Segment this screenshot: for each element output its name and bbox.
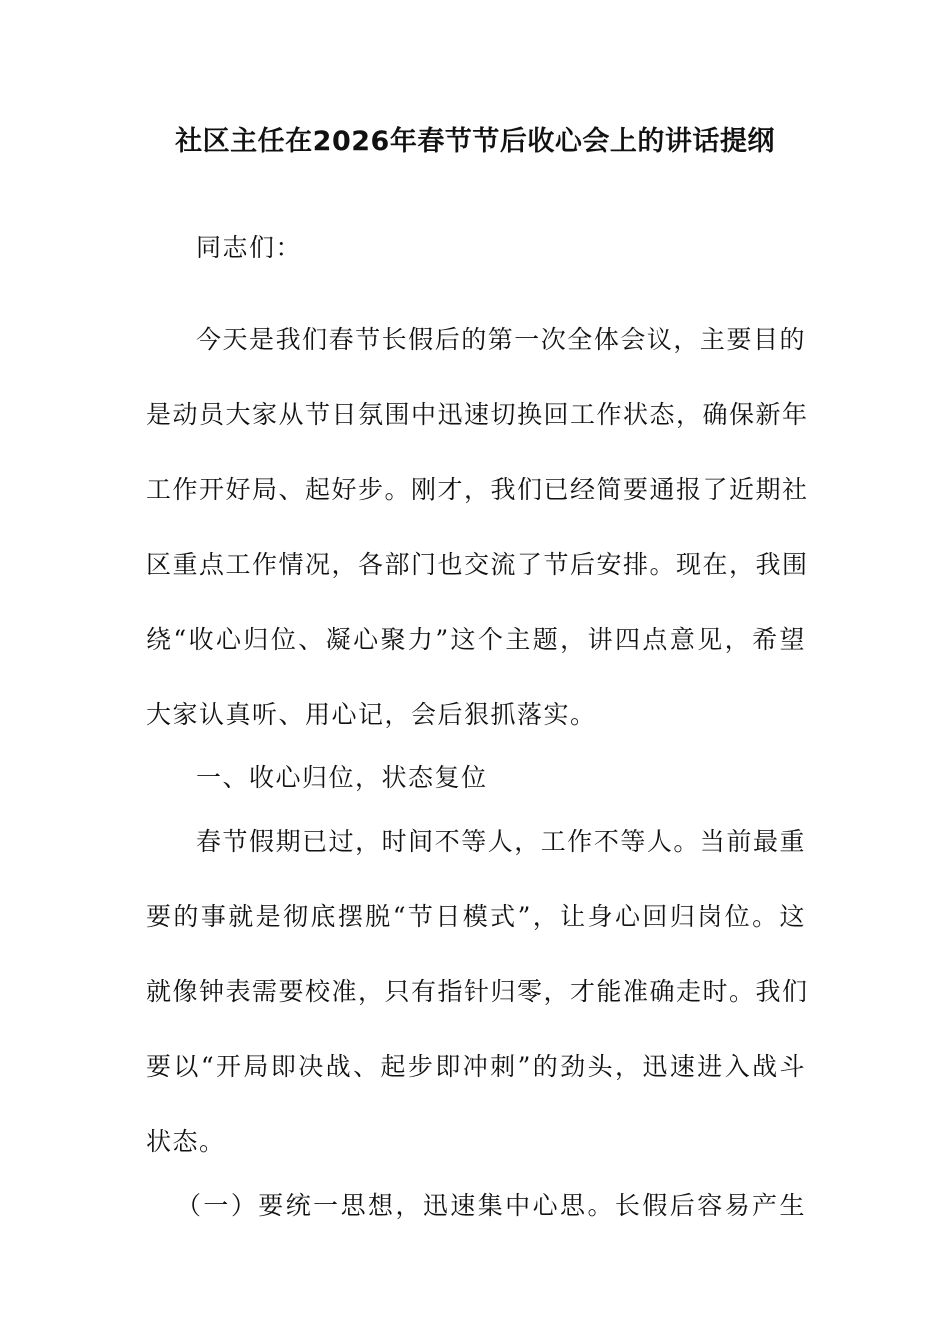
- document-title: 社区主任在2026年春节节后收心会上的讲话提纲: [175, 126, 775, 157]
- intro-line: 工作开好局、起好步。刚才，我们已经简要通报了近期社: [146, 475, 809, 504]
- intro-line: 绕“收心归位、凝心聚力”这个主题，讲四点意见，希望: [146, 625, 806, 654]
- section-line: 要以“开局即决战、起步即冲刺”的劲头，迅速进入战斗: [146, 1052, 806, 1081]
- intro-line: 大家认真听、用心记，会后狠抓落实。: [146, 700, 597, 729]
- intro-line: 区重点工作情况，各部门也交流了节后安排。现在，我围: [146, 550, 809, 579]
- section-line: 状态。: [146, 1127, 226, 1156]
- intro-line: 今天是我们春节长假后的第一次全体会议，主要目的: [196, 325, 806, 354]
- section-line: 就像钟表需要校准，只有指针归零，才能准确走时。我们: [146, 977, 809, 1006]
- salutation: 同志们：: [196, 233, 303, 262]
- subsection-line: （一）要统一思想，迅速集中心思。长假后容易产生: [176, 1191, 806, 1220]
- section-heading: 一、收心归位，状态复位: [196, 763, 488, 792]
- intro-line: 是动员大家从节日氛围中迅速切换回工作状态，确保新年: [146, 400, 809, 429]
- section-line: 要的事就是彻底摆脱“节日模式”，让身心回归岗位。这: [146, 902, 806, 931]
- section-line: 春节假期已过，时间不等人，工作不等人。当前最重: [196, 827, 806, 856]
